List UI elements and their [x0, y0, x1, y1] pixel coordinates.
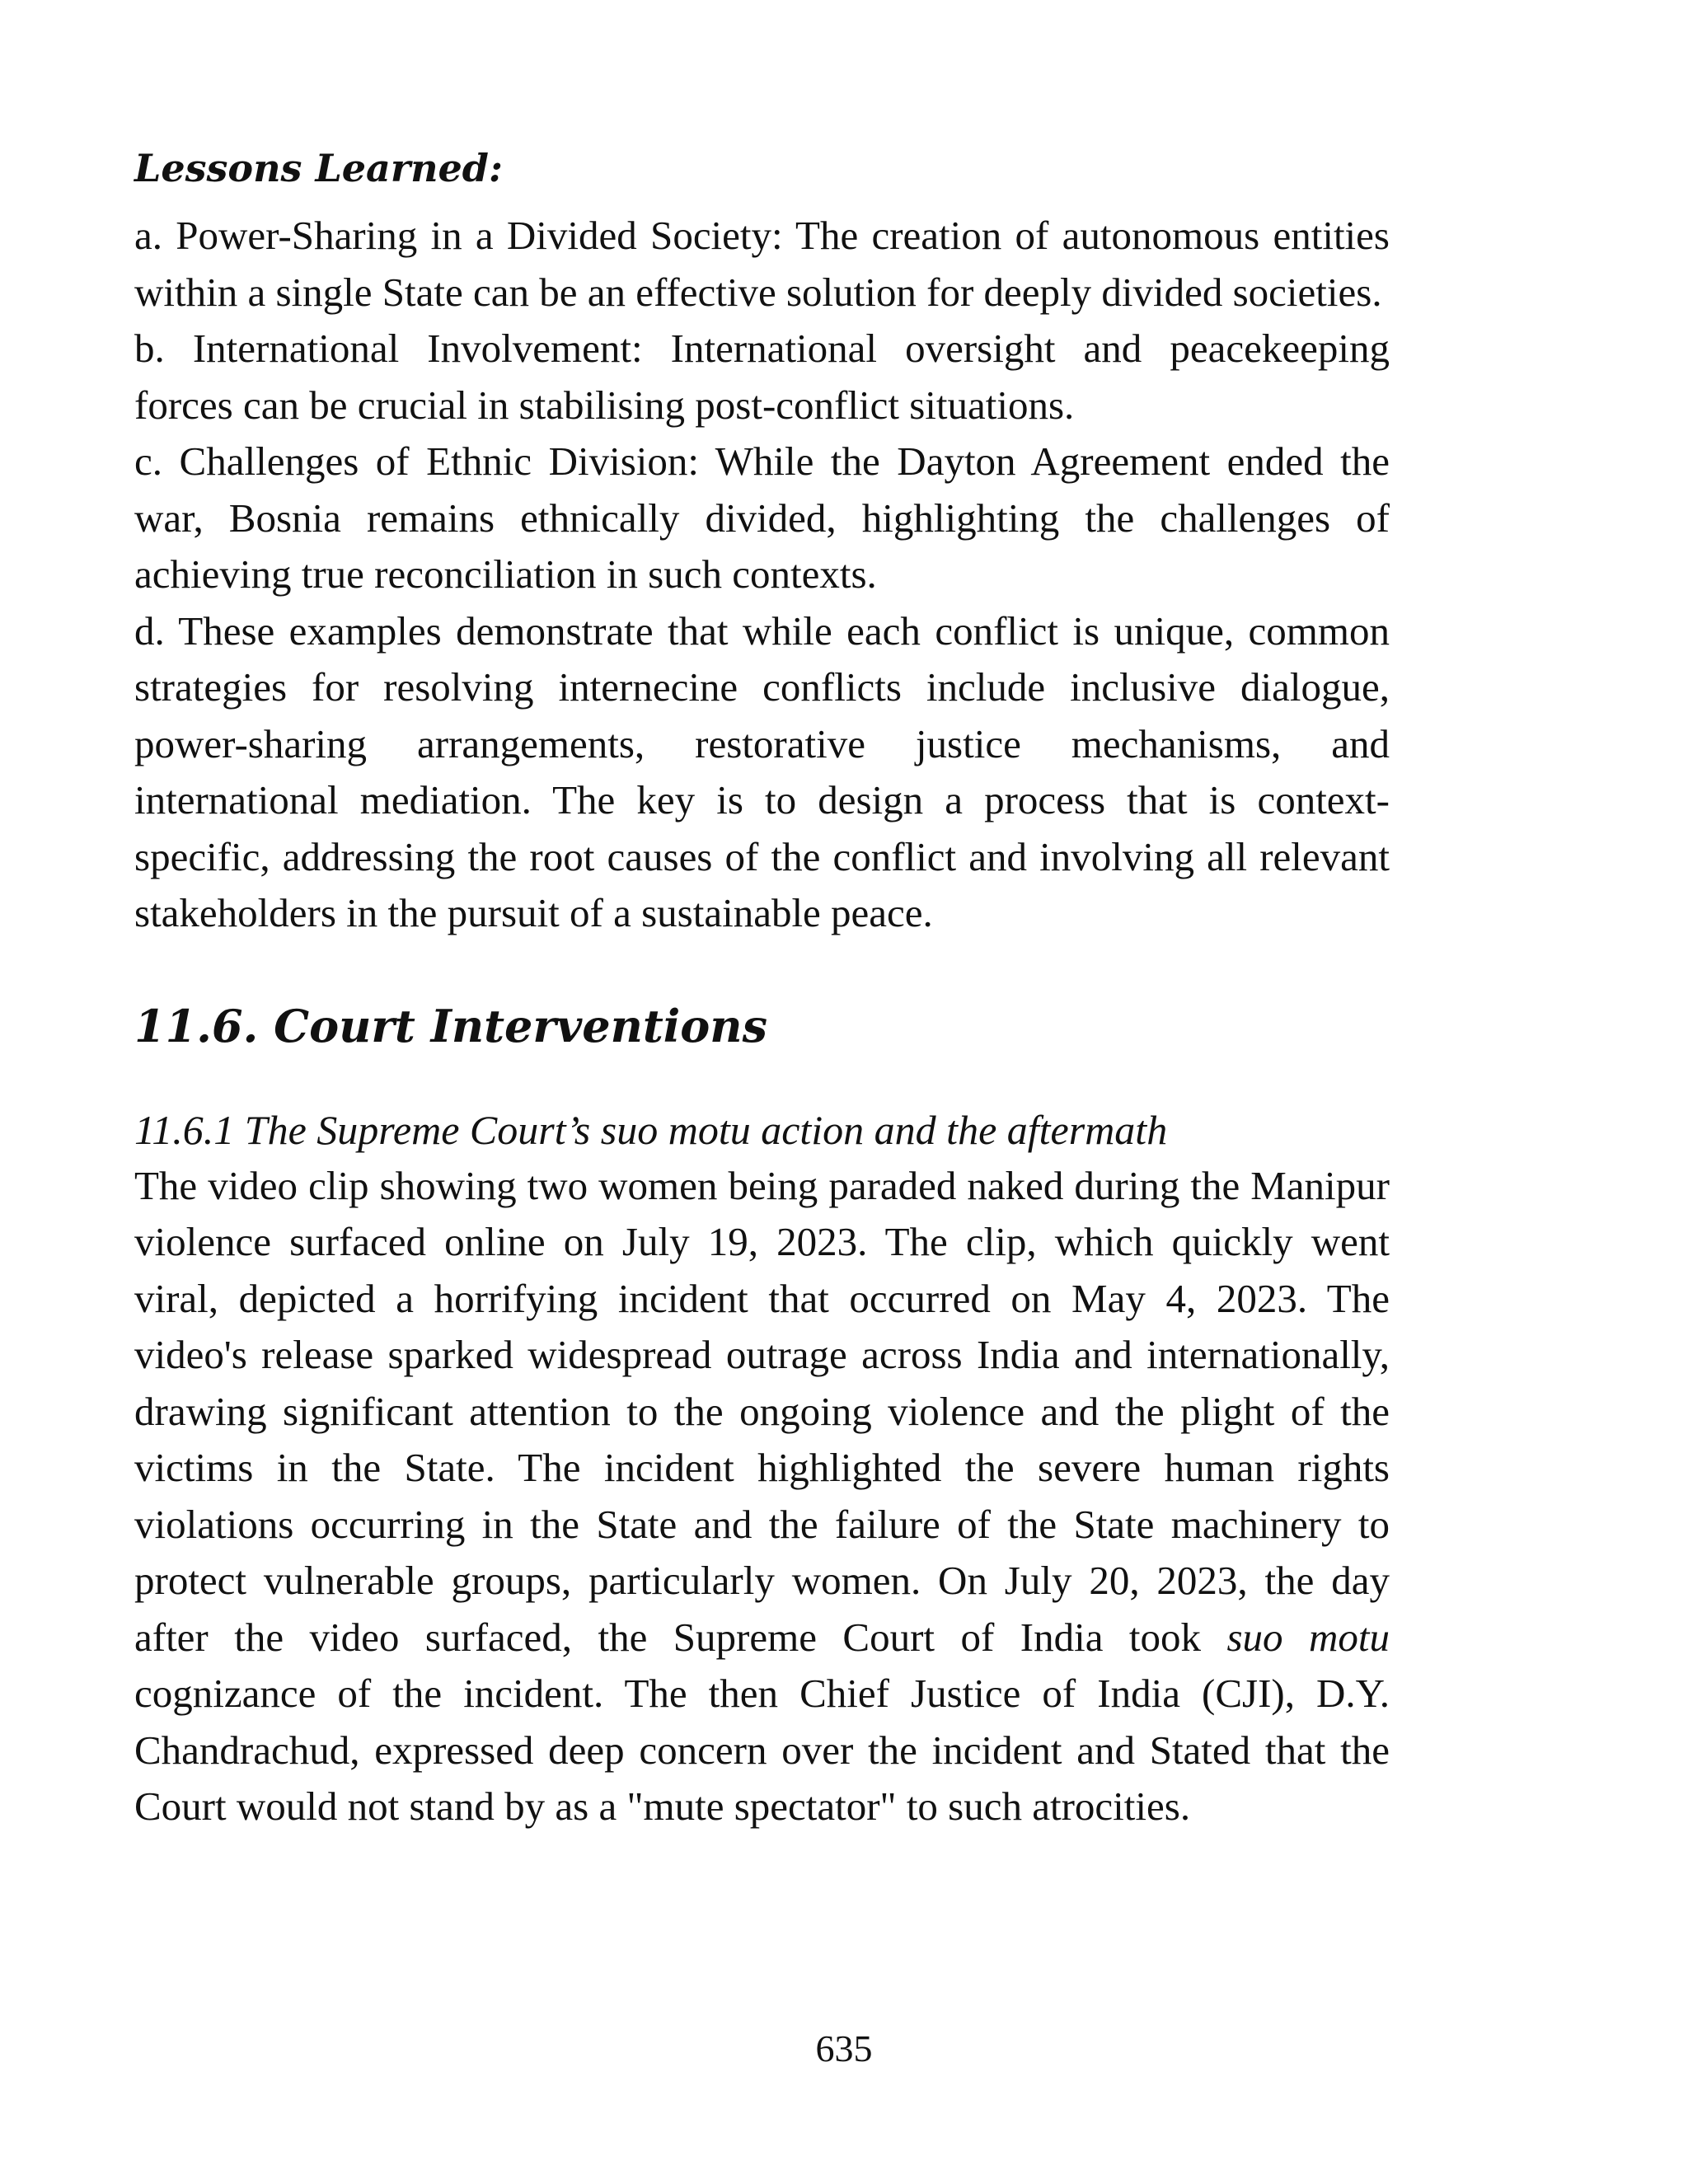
lessons-learned-heading: Lessons Learned: [134, 146, 503, 190]
section-body-paragraph [134, 1158, 1390, 1835]
page-content [134, 140, 1390, 1835]
lesson-item-c: c. Challenges of Ethnic Division: While the Dayton Agreement ended the war, Bosnia remains ethnically divided, highlighting the challenges of achieving true reconciliation in such contexts. [134, 438, 1390, 597]
section-heading: 11.6. Court Interventions [134, 999, 767, 1052]
lesson-item-d: d. These examples demonstrate that while each conflict is unique, common strategies for resolving internecine conflicts include inclusive dialogue, power-sharing arrangements, restorative justice mechanisms, and international mediation. The key is to design a process that is context-specific, addressing the root causes of the conflict and involving all relevant stakeholders in the pursuit of a sustainable peace. [134, 607, 1390, 935]
page-number: 635 [815, 2027, 873, 2069]
body-text-part-2: cognizance of the incident. The then Chief Justice of India (CJI), D.Y. Chandrachud, expressed deep concern over the incident and Stated that the Court would not stand by as a "mute spectator" to such atrocities. [134, 1671, 1390, 1829]
body-text-part-1: The video clip showing two women being paraded naked during the Manipur violence surfaced online on July 19, 2023. The clip, which quickly went viral, depicted a horrifying incident that occurred on May 4, 2023. The video's release sparked widespread outrage across India and internationally, drawing significant attention to the ongoing violence and the plight of the victims in the State. The incident highlighted the severe human rights violations occurring in the State and the failure of the State machinery to protect vulnerable groups, particularly women. On July 20, 2023, the day after the video surfaced, the Supreme Court of India took [134, 1162, 1390, 1660]
body-italic-term: suo motu [1226, 1614, 1390, 1660]
lesson-item-a: a. Power-Sharing in a Divided Society: The creation of autonomous entities within a single State can be an effective solution for deeply divided societies. [134, 213, 1390, 315]
subsection-heading: 11.6.1 The Supreme Court’s suo motu action and the aftermath [134, 1106, 1168, 1153]
lesson-item-b: b. International Involvement: International oversight and peacekeeping forces can be crucial in stabilising post-conflict situations. [134, 326, 1390, 428]
